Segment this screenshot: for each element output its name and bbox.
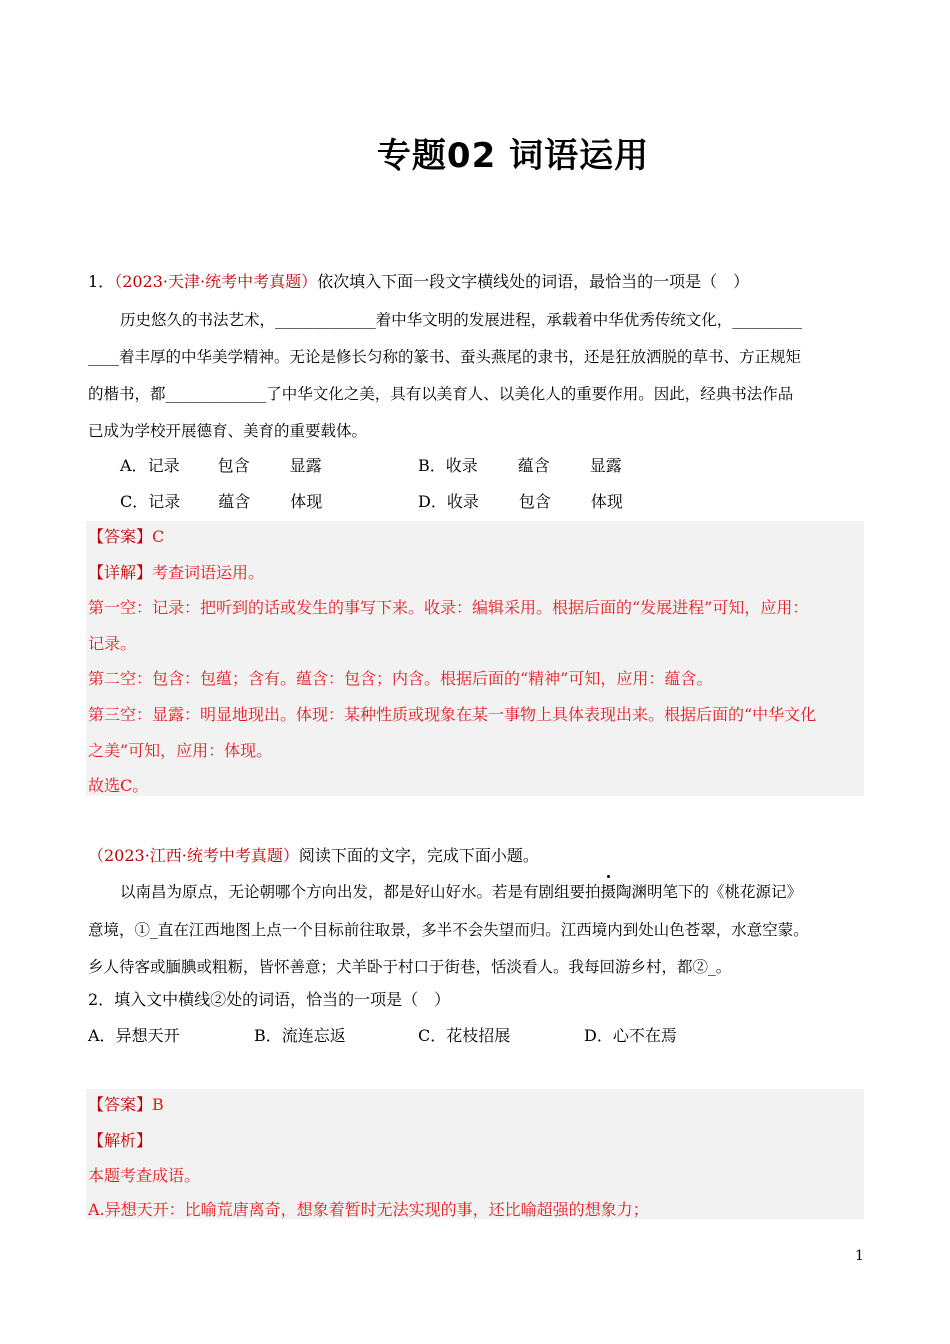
q2-option-b[interactable]: B．流连忘返 [254,1026,346,1045]
q1-number: 1． [88,272,115,291]
q2-analysis-tag: 【解析】 [88,1131,153,1150]
q1-passage-line-1: 历史悠久的书法艺术，_____________着中华文明的发展进程，承载着中华优秀传统文化，_________ [120,311,803,329]
q1-detail-text-3: 第二空：包含：包蕴；含有。蕴含：包含；内含。根据后面的“精神”可知，应用：蕴含。 [88,669,713,688]
q2-passage-line-3: 乡人待客或腼腆或粗粝，皆怀善意；犬羊卧于村口于街巷，恬淡看人。我每回游乡村，都②_。 [88,958,732,976]
q1-detail-text-6: 故选C。 [88,776,149,795]
q1-detail-line: 【详解】考查词语运用。 [88,563,265,582]
q1-option-c[interactable]: C．记录 蕴含 体现 [120,492,323,511]
q1-source: （2023·天津·统考中考真题） [114,272,318,291]
q2-analysis-text-2: A.异想天开：比喻荒唐离奇，想象着暂时无法实现的事，还比喻超强的想象力； [88,1200,649,1219]
q2-source: （2023·江西·统考中考真题） [88,846,299,865]
q1-passage-line-4: 已成为学校开展德育、美育的重要载体。 [88,422,368,440]
q1-detail-text-4: 第三空：显露：明显地现出。体现：某种性质或现象在某一事物上具体表现出来。根据后面的“中华文化 [88,705,817,724]
q2-intro-line: （2023·江西·统考中考真题）阅读下面的文字，完成下面小题。 [88,846,539,865]
q1-answer-line: 【答案】C [88,527,165,546]
q1-stem-line [88,272,749,292]
q1-detail-text-5: 之美”可知，应用：体现。 [88,741,273,760]
page-title: 专题02 词语运用 [376,136,650,176]
q2-question: 2．填入文中横线②处的词语，恰当的一项是（ ） [88,990,451,1009]
emphasis-char: 摄 [600,883,617,901]
q2-passage-line-1: 以南昌为原点，无论朝哪个方向出发，都是好山好水。若是有剧组要拍摄陶渊明笔下的《桃花源记》 [120,883,803,901]
q1-option-d[interactable]: D．收录 包含 体现 [418,492,623,511]
q2-answer-line: 【答案】B [88,1095,164,1114]
q2-option-a[interactable]: A．异想天开 [88,1026,180,1045]
q1-answer: C [152,527,165,546]
q2-analysis-text-1: 本题考查成语。 [88,1166,201,1185]
page-number: 1 [855,1248,864,1264]
q2-answer: B [152,1095,164,1114]
q1-option-a[interactable]: A．记录 包含 显露 [120,456,322,475]
q1-stem: 依次填入下面一段文字横线处的词语，最恰当的一项是（ ） [317,272,750,291]
q1-detail-text-2: 记录。 [88,634,137,653]
q1-detail-text-1: 第一空：记录：把听到的话或发生的事写下来。收录：编辑采用。根据后面的“发展进程”可知，应用： [88,598,809,617]
q2-passage-line-2: 意境，①_直在江西地图上点一个目标前往取景，多半不会失望而归。江西境内到处山色苍翠，水意空蒙。 [88,921,809,939]
q1-option-b[interactable]: B．收录 蕴含 显露 [418,456,622,475]
q2-option-c[interactable]: C．花枝招展 [418,1026,511,1045]
q1-passage-line-2: ____着丰厚的中华美学精神。无论是修长匀称的篆书、蚕头燕尾的隶书，还是狂放洒脱的草书、方正规矩 [88,348,802,366]
q1-passage-line-3: 的楷书，都_____________了中华文化之美，具有以美育人、以美化人的重要作用。因此，经典书法作品 [88,385,794,403]
q2-option-d[interactable]: D．心不在焉 [584,1026,677,1045]
